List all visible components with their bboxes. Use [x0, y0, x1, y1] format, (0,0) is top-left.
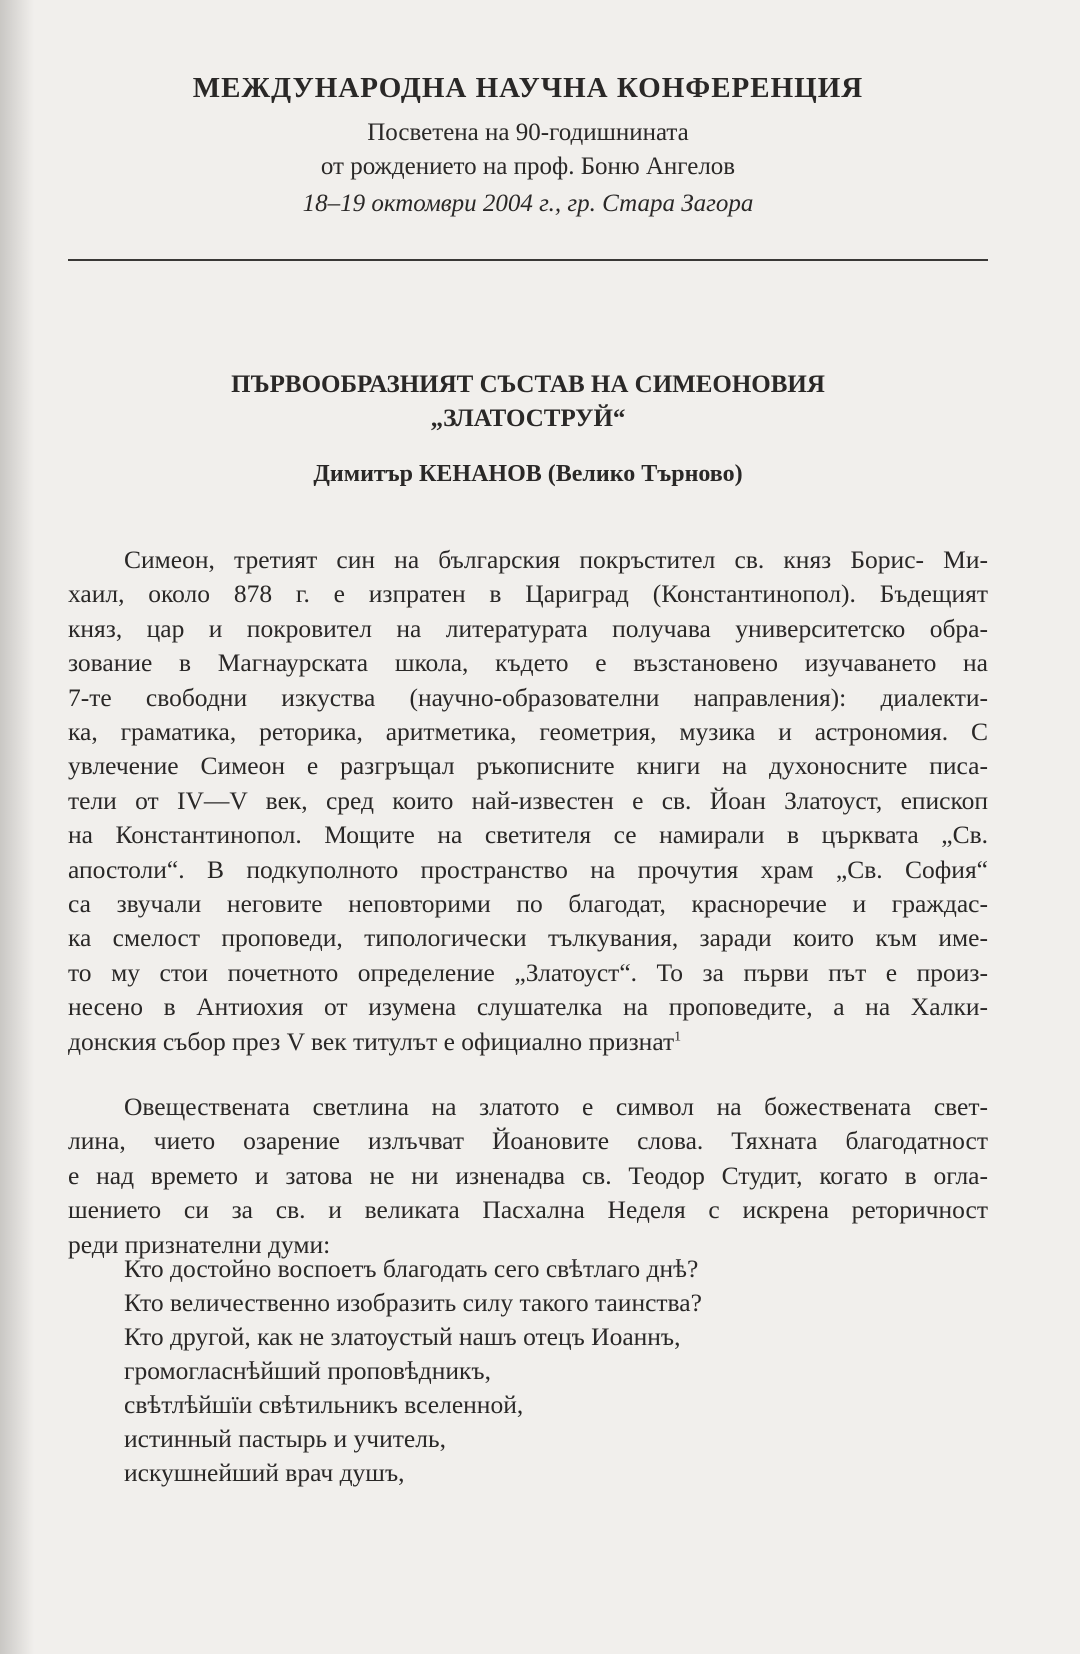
- verse-line: свѣтлѣйшїи свѣтильникъ вселенной,: [124, 1390, 524, 1419]
- conference-header: [68, 70, 988, 222]
- article-title: [68, 368, 988, 436]
- text-line: княз, цар и покровител на литературата получава университетско обра-: [68, 613, 988, 643]
- text-line: на Константинопол. Мощите на светителя се намирали в църквата „Св.: [68, 820, 988, 850]
- text-line: 7-те свободни изкуства (научно-образователни направления): диалекти-: [68, 682, 988, 712]
- paragraph-1: [68, 543, 988, 1059]
- text-line: зование в Магнаурската школа, където е възстановено изучаването на: [68, 648, 988, 678]
- verse-line: Кто достойно воспоетъ благодать сего свѣтлаго днѣ?: [124, 1254, 699, 1283]
- text-line-last: реди признателни думи:: [68, 1229, 331, 1259]
- text-line: ка, граматика, реторика, аритметика, геометрия, музика и астрономия. С: [68, 717, 988, 747]
- text-line: лина, чието озарение излъчват Йоановите слова. Тяхната благодатност: [68, 1126, 988, 1156]
- footnote-marker: 1: [674, 1029, 682, 1045]
- header-divider: [68, 259, 988, 261]
- text-line: хаил, около 878 г. е изпратен в Цариград (Константинопол). Бъдещият: [68, 579, 988, 609]
- conference-date-place: 18–19 октомври 2004 г., гр. Стара Загора: [302, 190, 754, 217]
- conference-title: МЕЖДУНАРОДНА НАУЧНА КОНФЕРЕНЦИЯ: [192, 72, 864, 104]
- text-line: несено в Антиохия от изумена слушателка на проповедите, а на Халки-: [68, 992, 988, 1022]
- text-line: са звучали неговите неповторими по благодат, красноречие и граждас-: [68, 889, 988, 919]
- article-author: Димитър КЕНАНОВ (Велико Търново): [313, 461, 743, 487]
- text-line: то му стои почетното определение „Златоуст“. То за първи път е произ-: [68, 957, 988, 987]
- verse-line: истинный пастырь и учитель,: [124, 1424, 446, 1453]
- text-line-last: [68, 1025, 988, 1059]
- text-line: Овеществената светлина на златото е символ на божествената свет-: [124, 1092, 988, 1121]
- text-line: тели от IV—V век, сред които най-известен е св. Йоан Златоуст, епископ: [68, 785, 988, 815]
- conference-dedication-line-1: Посветена на 90-годишнината: [367, 119, 689, 146]
- text-line: е над времето и затова не ни изненадва св. Теодор Студит, когато в огла-: [68, 1160, 988, 1190]
- verse-line: Кто другой, как не златоустый нашъ отецъ Иоаннъ,: [124, 1322, 681, 1351]
- verse-line: искушнейший врач душъ,: [124, 1458, 405, 1487]
- text-line: увлечение Симеон е разгръщал ръкописните книги на духоносните писа-: [68, 751, 988, 781]
- text-line: Симеон, третият син на българския покръстител св. княз Борис- Ми-: [124, 545, 988, 574]
- paragraph-2: [68, 1090, 988, 1262]
- verse-line: громогласнѣйший проповѣдникъ,: [124, 1356, 491, 1385]
- verse-line: Кто величественно изобразить силу такого таинства?: [124, 1288, 702, 1317]
- text-line-content: донския събор през V век титулът е официално признат: [68, 1026, 675, 1056]
- quoted-verse: [124, 1252, 884, 1490]
- article-title-line-2: „ЗЛАТОСТРУЙ“: [430, 405, 626, 432]
- text-line: ка смелост проповеди, типологически тълкувания, заради които към име-: [68, 923, 988, 953]
- conference-dedication-line-2: от рождението на проф. Боню Ангелов: [320, 153, 736, 180]
- page-edge-shadow: [0, 0, 34, 1654]
- text-line: шението си за св. и великата Пасхална Неделя с искрена реторичност: [68, 1195, 988, 1225]
- text-line: апостоли“. В подкуполното пространство на прочутия храм „Св. София“: [68, 854, 988, 884]
- article-title-line-1: ПЪРВООБРАЗНИЯТ СЪСТАВ НА СИМЕОНОВИЯ: [231, 371, 825, 398]
